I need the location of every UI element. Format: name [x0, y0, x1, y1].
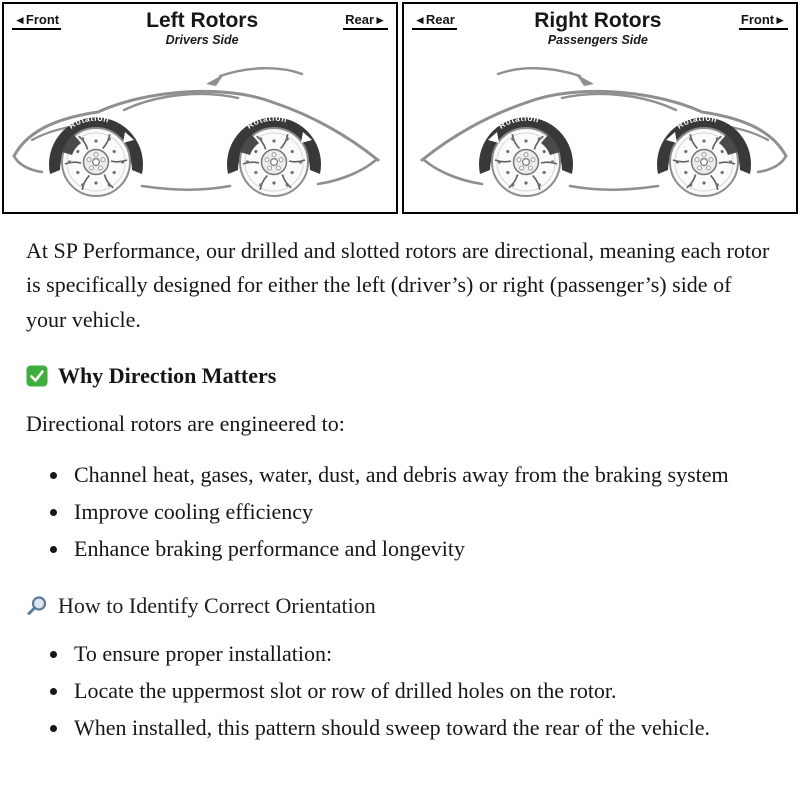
front-direction-label: ◄Front [12, 12, 61, 30]
rotation-label: Rotation [244, 112, 289, 131]
magnifying-glass-icon [26, 595, 48, 617]
right-rotors-panel [402, 2, 798, 214]
why-lead: Directional rotors are engineered to: [26, 411, 345, 437]
car-diagram-right [404, 58, 796, 210]
left-rotors-panel [2, 2, 398, 214]
intro-paragraph: At SP Performance, our drilled and slotted rotors are directional, meaning each rotor is specifically designed for either the left (driver’s) or right (passenger’s) side of your vehicle. [26, 238, 770, 332]
arrow-right-icon: ► [374, 13, 386, 27]
panel-header [404, 4, 796, 47]
why-direction-heading [26, 359, 772, 393]
car-diagram-left [4, 58, 396, 210]
green-check-icon [26, 365, 48, 387]
rotation-label: Rotation [66, 112, 111, 131]
heading-text: How to Identify Correct Orientation [58, 592, 376, 618]
how-bullet-list [26, 637, 772, 746]
rotation-label: Rotation [674, 112, 719, 131]
bullet-item: • When installed, this pattern should sweep toward the rear of the vehicle. [70, 711, 772, 745]
how-identify-heading [26, 589, 772, 623]
panel-subtitle: Drivers Side [165, 33, 239, 47]
heading-text: Why Direction Matters [58, 362, 277, 388]
panel-header [4, 4, 396, 47]
arrow-left-icon: ◄ [14, 13, 26, 27]
arrow-left-icon: ◄ [414, 13, 426, 27]
why-bullet-list [26, 458, 772, 567]
panel-title: Right Rotors [534, 9, 662, 32]
rotor-direction-diagram [0, 0, 800, 214]
front-direction-label: Front► [739, 12, 788, 30]
arrow-right-icon: ► [774, 13, 786, 27]
bullet-item: • Improve cooling efficiency [70, 495, 772, 529]
panel-title: Left Rotors [146, 9, 259, 32]
bullet-item: • Enhance braking performance and longevity [70, 532, 772, 566]
bullet-item: • Locate the uppermost slot or row of drilled holes on the rotor. [70, 674, 772, 708]
bullet-item: • Channel heat, gases, water, dust, and debris away from the braking system [70, 458, 772, 492]
bullet-item: • To ensure proper installation: [70, 637, 772, 671]
rear-direction-label: Rear► [343, 12, 388, 30]
rear-direction-label: ◄Rear [412, 12, 457, 30]
article-body [0, 214, 800, 746]
panel-subtitle: Passengers Side [547, 33, 648, 47]
rotation-label: Rotation [496, 112, 541, 131]
